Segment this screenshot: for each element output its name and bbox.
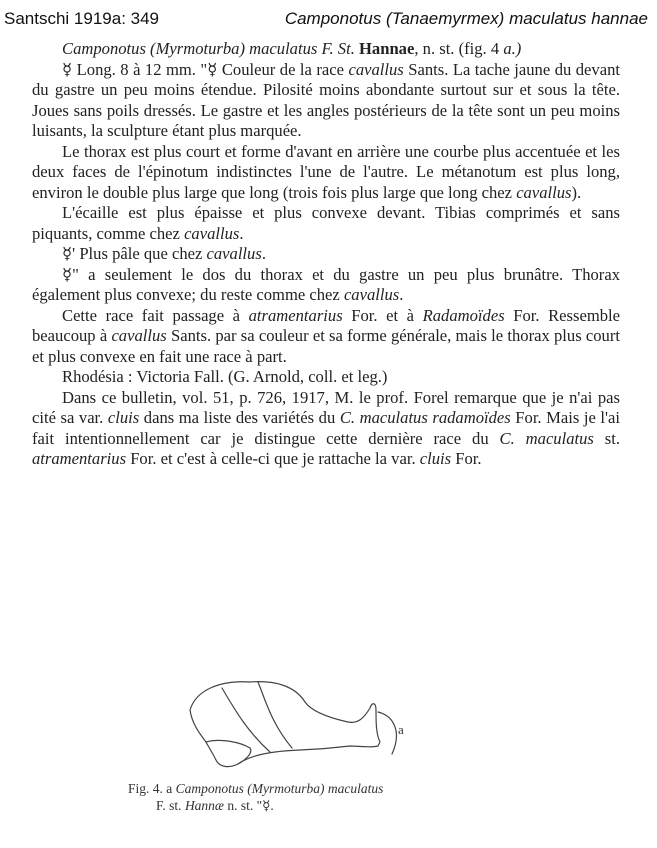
description-body — [32, 39, 620, 470]
paragraph-remark: Dans ce bulletin, vol. 51, p. 726, 1917, M. le prof. Forel remarque que je n'ai pas cité sa var. cluis dans ma liste des variétés du C. maculatus radamoïdes For. Mais je l'ai fait intentionnellement car je distingue cette dernière race du C. maculatus st. atramentarius For. et c'est à celle-ci que je rattache la var. cluis For. — [32, 387, 620, 468]
paragraph-worker: ☿ Long. 8 à 12 mm. "☿ Couleur de la race cavallus Sants. La tache jaune du devant du gastre un peu moins étendue. Pilosité moins abondante surtout sur et sous la tête. Joues sans poils dressés. Le gastre et les angles postérieurs de la tête sont un peu moins luisants, la sculpture étant plus marquée. — [32, 59, 620, 140]
thorax-outline — [190, 682, 380, 767]
petiole-outline — [378, 712, 396, 754]
caption-line-1: Fig. 4. a Camponotus (Myrmoturba) maculatus — [128, 781, 384, 796]
coxa-outline — [206, 740, 251, 764]
paragraph-race-comparison: Cette race fait passage à atramentarius For. et à Radamoïdes For. Ressemble beaucoup à cavallus Sants. par sa couleur et sa forme générale, mais le thorax plus court et plus convexe en fait une race à part. — [32, 305, 621, 366]
paragraph-scale: L'écaille est plus épaisse et plus convexe devant. Tibias comprimés et sans piquants, comme chez cavallus. — [32, 203, 620, 243]
paragraph-major-worker: ☿" a seulement le dos du thorax et du gastre un peu plus brunâtre. Thorax également plus convexe; du reste comme chez cavallus. — [32, 264, 620, 304]
paragraph-locality: Rhodésia : Victoria Fall. (G. Arnold, coll. et leg.) — [62, 367, 388, 386]
citation-header: Santschi 1919a: 349 — [4, 9, 160, 28]
thorax-suture-2 — [258, 682, 292, 748]
paragraph-minor-worker: ☿' Plus pâle que chez cavallus. — [62, 244, 266, 263]
taxon-header: Camponotus (Tanaemyrmex) maculatus hannae — [284, 9, 648, 28]
figure-caption — [128, 780, 548, 814]
figure-label-a: a — [398, 722, 404, 737]
paragraph-thorax: Le thorax est plus court et forme d'avant en arrière une courbe plus accentuée et les deux faces de l'épinotum indistinctes l'une de l'autre. Le métanotum est plus long, environ le double plus large que long (trois fois plus large que long chez cavallus). — [32, 141, 620, 202]
caption-line-2: F. st. Hannæ n. st. "☿. — [156, 798, 274, 813]
thorax-suture-1 — [222, 688, 270, 752]
description-title: Camponotus (Myrmoturba) maculatus F. St. Hannae, n. st. (fig. 4 a.) — [62, 39, 522, 58]
ant-thorax-figure — [180, 672, 420, 772]
